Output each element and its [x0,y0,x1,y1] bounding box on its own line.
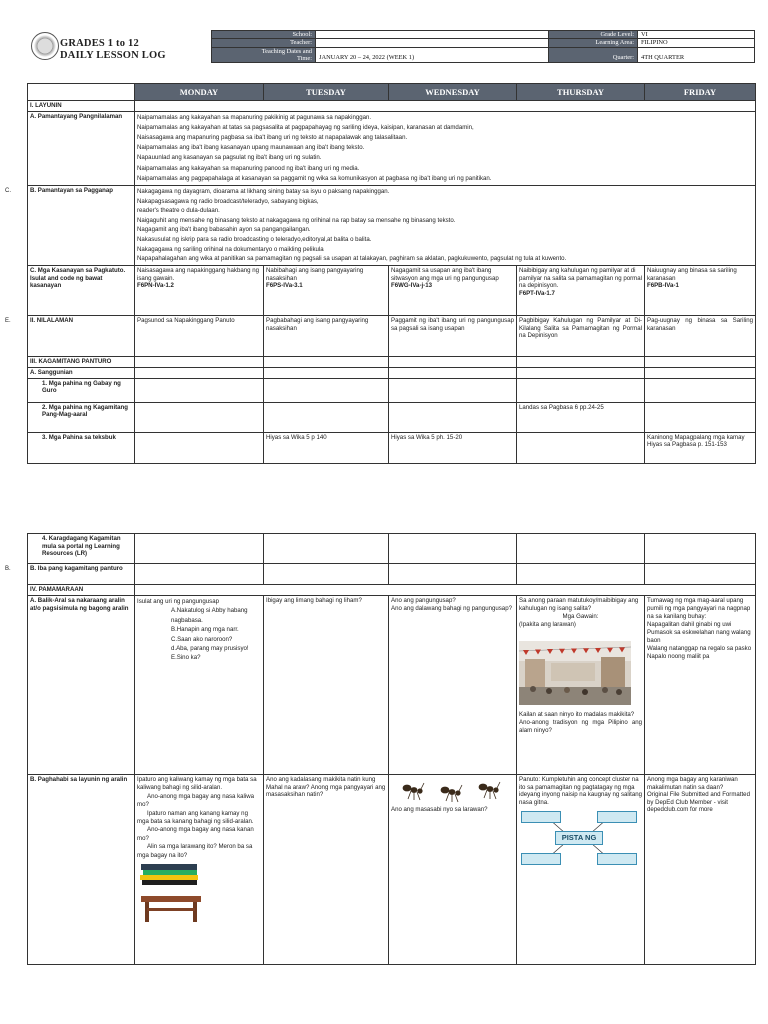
balik-mon [135,596,264,775]
margin-mark-c: C. [5,188,11,194]
house-center [551,663,595,681]
cell [135,357,264,368]
cluster-box [521,853,561,865]
pagganap-content [135,186,756,266]
cell [645,378,756,402]
pamantayang-content [135,111,756,185]
cluster-box [597,811,637,823]
balik-fri [645,596,756,775]
day-tuesday: TUESDAY [264,84,389,101]
pamamaraan-label: IV. PAMAMARAAN [28,585,135,596]
ant-icon [403,783,424,800]
teksbuk-label: 3. Mga Pahina sa teksbuk [28,432,135,463]
balik-line: C.Saan ako naroroon? [171,635,233,643]
cell [135,534,264,564]
balik-fri-line: Tumawag ng mga mag-aaral upang pumili ng mga pangyayari na nagpnap na sa kanilang buhay: [647,597,751,620]
pamantayang-line: Naipamamalas ang kakayahan sa mapanuring pakikinig at pagunawa sa napakinggan. [137,113,372,121]
cell [135,378,264,402]
cell [517,534,645,564]
fiesta-street-image [519,641,631,705]
cell [264,357,389,368]
grade-value: VI [638,31,755,39]
cell [517,357,645,368]
balik-line: Isulat ang uri ng pangungusap [137,598,219,605]
cell [264,534,389,564]
pagganap-line: Nagagamit ang iba't ibang babasahin ayon sa pangangailangan. [137,226,311,234]
person [582,689,588,695]
balik-fri-line: Pumasok sa eskwelahan nang walang baon [647,629,751,644]
ant-icon [479,782,500,799]
balik-line: A.Nakatulog si Abby habang nagbabasa. [171,607,248,624]
cell [264,378,389,402]
teksbuk-wed: Hiyas sa Wika 5 ph. 15-20 [389,432,517,463]
cell [517,564,645,585]
ant-icon [441,785,462,802]
paghahabi-line: Ipaturo naman ang kanang kamay ng mga bata sa kanang bahagi ng silid-aralan. [137,809,254,826]
school-value [316,31,549,39]
area-value: FILIPINO [638,39,755,47]
kasanayan-text: Naisasagawa ang napakinggang hakbang ng isang gawain. [137,267,259,282]
cluster-center: PISTA NG [555,831,603,845]
kasanayan-tue [264,266,389,316]
iba-label: B. Iba pang kagamitang panturo [28,564,135,585]
pamantayang-line: Naisasagawa ang mapanuring pagbasa sa iba't ibang uri ng teksto at napapalawak ang talasalitaan. [137,134,408,141]
nilalaman-label: II. NILALAMAN [28,316,135,357]
balik-tue: Ibigay ang limang bahagi ng liham? [264,596,389,775]
kasanayan-label: C. Mga Kasanayan sa Pagkatuto. Isulat and code ng bawat kasanayan [28,266,135,316]
balik-fri-line: Napalo noong maliit pa [647,653,710,660]
cluster-box [521,811,561,823]
kasanayan-text: Naiuugnay ang binasa sa sariling karanasan [647,267,737,282]
lr-label: 4. Karagdagang Kagamitan mula sa portal ng Learning Resources (LR) [28,534,135,564]
day-header-blank [28,84,135,101]
teacher-label: Teacher: [212,39,316,47]
pamantayang-line: Naipamamalas ang kakayahan at tatas sa pagsasalita at pagpapahayag ng sariling ideya, kaisipan, karanasan at damdamin, [137,123,474,131]
cell [389,357,517,368]
balik-thu-followup: Kailan at saan ninyo ito madalas makikita? Ano-anong tradisyon ng mga Pilipino ang alam ninyo? [519,711,642,734]
cell [264,368,389,379]
cell [135,564,264,585]
books-and-table-image [137,862,203,924]
kasanayan-code: F6PN-IVa-1.2 [137,282,174,290]
pamantayang-line: Naipamamalas ang iba't ibang kasanayan upang maunawaan ang iba't ibang teksto. [137,144,365,152]
table-leg [145,902,149,922]
kasanayan-text: Nabibahagi ang isang pangyayaring nasaksihan [266,267,364,282]
nilalaman-wed: Paggamit ng iba't ibang uri ng pangungusap sa pagsali sa isang usapan [389,316,517,357]
pamamaraan-blank [135,585,756,596]
title-line-1: GRADES 1 to 12 [60,38,139,49]
kasanayan-wed [389,266,517,316]
nilalaman-thu: Pagbibigay Kahulugan ng Pamilyar at Di-Kilalang Salita sa Pamamagitan ng Pormal na Depinisyon [517,316,645,357]
cell [389,402,517,432]
pagganap-label: B. Pamantayan sa Pagganap [28,186,135,266]
cell [645,357,756,368]
quarter-label: Quarter: [549,47,638,62]
deped-seal-icon [31,32,59,60]
layunin-blank [135,101,756,112]
pagganap-line: Nakagagawa ng sariling orihinal na dokumentaryo o maikling pelikula [137,245,324,253]
paghahabi-thu-text: Panuto: Kumpletuhin ang concept cluster na ito sa pamamagitan ng pagtatagay ng mga ideyang inyong naisip na kaugnay ng salitang nasa gitna. [519,776,642,806]
day-header-row [28,84,756,101]
concept-cluster [519,809,637,867]
kasanayan-code: F6PS-IVa-3.1 [266,282,303,290]
balik-fri-line: Walang natanggap na regalo sa pasko [647,645,752,652]
house-right [601,657,625,689]
dates-label-1: Teaching Dates and [261,47,312,55]
balik-label: A. Balik-Aral sa nakaraang aralin at/o pagsisimula ng bagong aralin [28,596,135,775]
pagganap-line: Nakasusulat ng iskrip para sa radio broadcasting o teleradyo,editoryal,at balita o balita. [137,235,372,243]
paghahabi-line: Ipaturo ang kaliwang kamay ng mga bata sa kaliwang bahagi ng silid-aralan. [137,776,257,792]
balik-thu [517,596,645,775]
school-label: School: [212,31,316,39]
kagamitan-label: III. KAGAMITANG PANTURO [28,357,135,368]
person [546,688,552,694]
cluster-box [597,853,637,865]
balik-line: d.Aba, parang may prusisyo! [171,645,249,653]
paghahabi-mon [135,775,264,965]
teksbuk-thu [517,432,645,463]
person [616,689,622,695]
balik-line: B.Hanapin ang mga narr. [171,626,239,634]
pagganap-line: Napapahalagahan ang wika at panitikan sa pamamagitan ng pagsali sa usapan at talakayan, paghiram sa aklatan, pagkukuwento, pagsulat ng tula at kuwento. [137,255,567,263]
quarter-value: 4TH QUARTER [638,47,755,62]
pamantayang-line: Naipamamalas ang pagpapahalaga at kasanayan sa paggamit ng wika sa komunikasyon at pagbasa ng iba't ibang uri ng panitikan. [137,174,492,182]
margin-mark-b: B. [5,566,11,572]
day-thursday: THURSDAY [517,84,645,101]
cell [389,368,517,379]
table-rail [147,908,195,911]
kagamitang-thu: Landas sa Pagbasa 6 pp.24-25 [517,402,645,432]
cell [389,564,517,585]
balik-thu-instruction: (Ipakita ang larawan) [519,621,576,628]
pagganap-line: Naigaguhit ang mensahe ng binasang teksto at nakagagawa ng orihinal na rap batay sa mensahe ng binasang teksto. [137,216,456,224]
margin-mark-e: E. [5,318,11,324]
book-3 [140,875,198,880]
cell [645,564,756,585]
kasanayan-thu [517,266,645,316]
balik-thu-question: Sa anong paraan matutukoy/maibibigay ang kahulugan ng isang salita? [519,597,639,612]
cell [264,402,389,432]
nilalaman-tue: Pagbabahagi ang isang pangyayaring nasaksihan [264,316,389,357]
pamantayang-label: A. Pamantayang Pangnilalaman [28,111,135,185]
area-label: Learning Area: [549,39,638,47]
kasanayan-mon [135,266,264,316]
book-1 [141,864,197,870]
paghahabi-wed-text: Ano ang masasabi nyo sa larawan? [391,806,488,813]
cell [389,534,517,564]
person [602,687,608,693]
pagganap-line: Nakagagawa ng dayagram, dioarama at likhang sining batay sa isyu o paksang napakinggan. [137,188,390,196]
balik-fri-line: Napagalitan dahil ginabi ng uwi [647,621,732,628]
lesson-table-part-1 [27,83,756,464]
cell [389,378,517,402]
paghahabi-tue: Ano ang kadalasang makikita natin kung Mahal na araw? Anong mga pangyayari ang masasaksihan natin? [264,775,389,965]
kasanayan-text: Nagagamit sa usapan ang iba't ibang sitwasyon ang mga uri ng pangungusap [391,267,499,282]
nilalaman-mon: Pagsunod sa Napakinggang Panuto [135,316,264,357]
cell [264,564,389,585]
teacher-value [316,39,549,47]
pagganap-line: reader's theatre o dula-dulaan. [137,207,220,215]
paghahabi-line: Ano-anong mga bagay ang nasa kaliwa mo? [137,792,255,809]
lesson-table-part-2 [27,533,756,965]
day-friday: FRIDAY [645,84,756,101]
paghahabi-wed [389,775,517,965]
nilalaman-fri: Pag-uugnay ng binasa sa Sariling karanasan [645,316,756,357]
teksbuk-tue: Hiyas sa Wika 5 p 140 [264,432,389,463]
kasanayan-text: Naibibigay ang kahulugan ng pamilyar at di pamilyar na salita sa pamamagitan ng pormal na depinisyon. [519,267,642,290]
dates-label [212,47,316,62]
cell [135,402,264,432]
day-monday: MONDAY [135,84,264,101]
cell [645,534,756,564]
book-2 [143,870,197,875]
kasanayan-fri [645,266,756,316]
kasanayan-code: F6PT-IVa-1.7 [519,289,555,297]
teksbuk-fri: Kaninong Mapagpalang mga kamay Hiyas sa Pagbasa p. 151-153 [645,432,756,463]
table-top [141,896,201,902]
pamantayang-line: Naipamamalas ang kakayahan sa mapanuring panood ng iba't ibang uri ng media. [137,164,360,172]
balik-line: E.Sino ka? [171,654,201,662]
gabay-label: 1. Mga pahina ng Gabay ng Guro [28,378,135,402]
grade-label: Grade Level: [549,31,638,39]
table-leg [193,902,197,922]
pagganap-line: Nakapagsasagawa ng radio broadcast/teleradyo, sabayang bigkas, [137,197,319,205]
title-line-2: DAILY LESSON LOG [60,50,166,61]
day-wednesday: WEDNESDAY [389,84,517,101]
cell [645,402,756,432]
pamantayang-line: Napauunlad ang kasanayan sa pagsulat ng iba't ibang uri ng sulatin. [137,154,322,162]
header-info-table [211,30,755,63]
house-left [525,659,545,689]
paghahabi-label: B. Paghahabi sa layunin ng aralin [28,775,135,965]
person [564,687,570,693]
paghahabi-line: Alin sa mga larawang ito? Meron ba sa mga bagay na ito? [137,843,253,859]
ants-image [397,778,509,804]
kasanayan-code: F6PB-IVa-1 [647,282,679,290]
dates-label-2: Time: [296,54,312,62]
cell [517,368,645,379]
kagamitang-label: 2. Mga pahina ng Kagamitang Pang-Mag-aaral [28,402,135,432]
paghahabi-thu [517,775,645,965]
person [530,686,536,692]
log-title [60,38,166,62]
balik-wed: Ano ang pangungusap? Ano ang dalawang bahagi ng pangungusap? [389,596,517,775]
cell [517,378,645,402]
cell [645,368,756,379]
dates-value: JANUARY 20 – 24, 2022 (WEEK 1) [316,47,549,62]
paghahabi-fri: Anong mga bagay ang karaniwan makalimutan natin sa daan? Original File Submitted and Formatted by DepEd Club Member - visit depedclub.com for more [645,775,756,965]
kasanayan-code: F6WG-IVa-j-13 [391,282,432,290]
layunin-label: I. LAYUNIN [28,101,135,112]
book-4 [142,880,197,885]
sanggunian-label: A. Sanggunian [28,368,135,379]
teksbuk-mon [135,432,264,463]
balik-thu-gawain: Mga Gawain: [562,613,599,620]
cell [135,368,264,379]
paghahabi-line: Ano-anong mga bagay ang nasa kanan mo? [137,826,254,842]
